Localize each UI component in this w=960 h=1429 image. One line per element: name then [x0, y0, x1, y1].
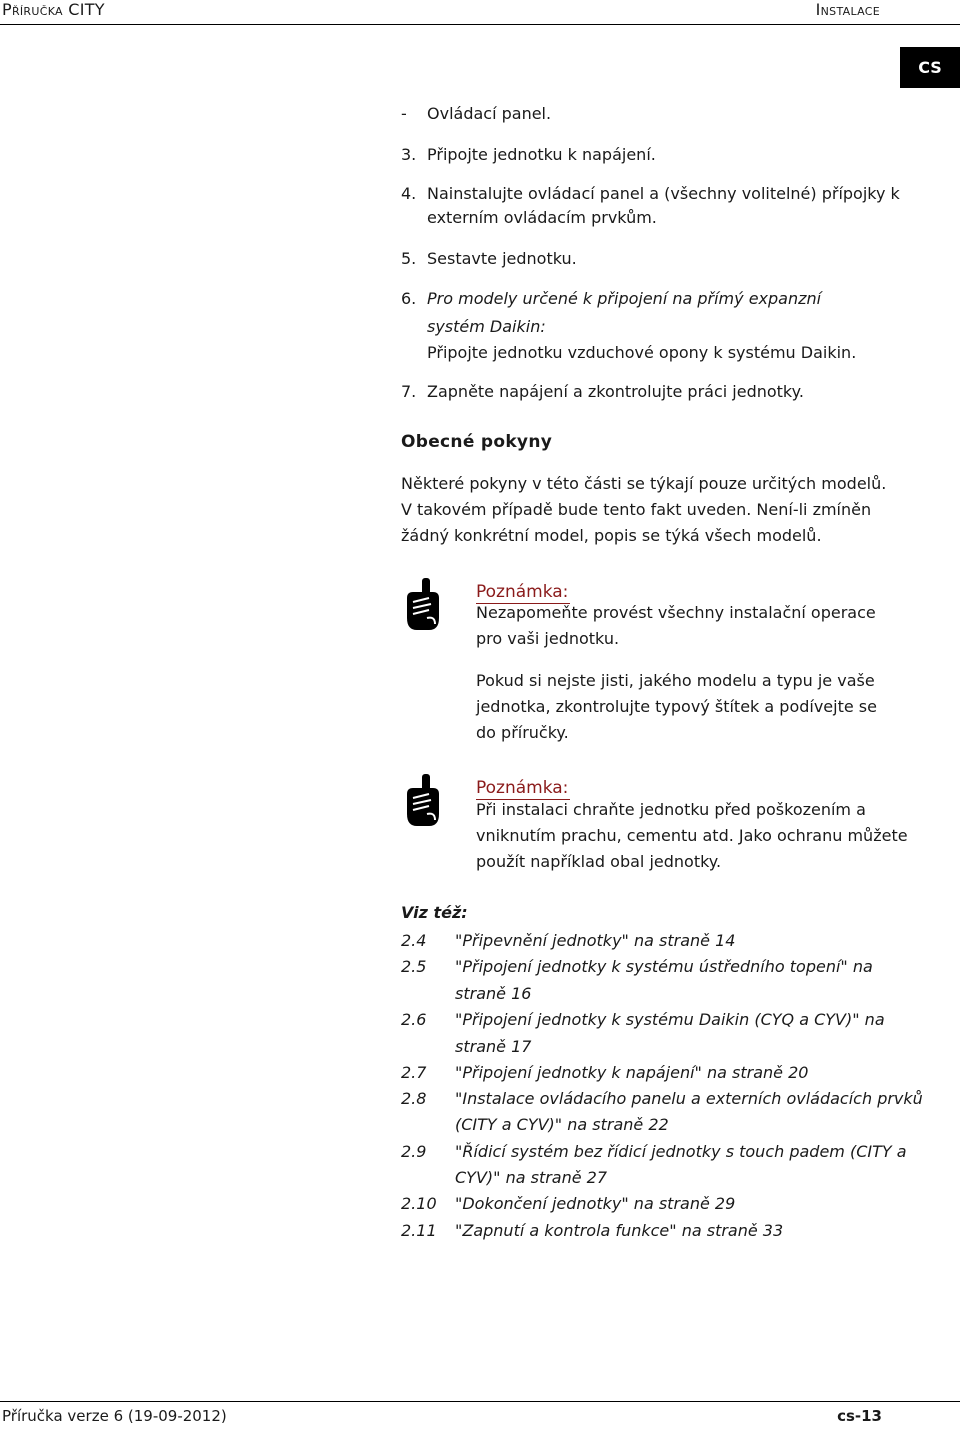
note-text: pro vaši jednotku. [476, 629, 620, 648]
ref-number: 2.5 [401, 957, 427, 976]
step-text: externím ovládacím prvkům. [427, 208, 657, 227]
ref-number: 2.4 [401, 931, 427, 950]
note-title: Poznámka: [476, 582, 569, 602]
language-badge: CS [900, 47, 960, 88]
note-text: Při instalaci chraňte jednotku před poškozením a [476, 800, 866, 819]
header-title: Příručka CITY [2, 0, 105, 19]
ref-number: 2.8 [401, 1089, 427, 1108]
hand-pointing-icon [403, 578, 443, 636]
ref-link[interactable]: "Instalace ovládacího panelu a externích ovládacích prvků [455, 1089, 923, 1108]
step-text: Připojte jednotku vzduchové opony k systému Daikin. [427, 343, 857, 362]
step-number: 3. [401, 145, 417, 164]
step-text-italic: systém Daikin: [427, 317, 546, 336]
step-number: 5. [401, 249, 417, 268]
step-number: 7. [401, 382, 417, 401]
ref-link[interactable]: "Zapnutí a kontrola funkce" na straně 33 [455, 1221, 784, 1240]
ref-link[interactable]: straně 16 [455, 984, 532, 1003]
step-text: Zapněte napájení a zkontrolujte práci jednotky. [427, 382, 804, 401]
ref-link[interactable]: "Připevnění jednotky" na straně 14 [455, 931, 736, 950]
step-text-italic: Pro modely určené k připojení na přímý expanzní [427, 289, 822, 308]
ref-number: 2.6 [401, 1010, 427, 1029]
ref-link[interactable]: "Řídicí systém bez řídicí jednotky s touch padem (CITY a [455, 1142, 907, 1161]
ref-link[interactable]: "Připojení jednotky k napájení" na straně 20 [455, 1063, 809, 1082]
section-paragraph-line: Některé pokyny v této části se týkají pouze určitých modelů. [401, 474, 887, 493]
note-text: jednotka, zkontrolujte typový štítek a podívejte se [476, 697, 877, 716]
note-text: Nezapomeňte provést všechny instalační operace [476, 603, 876, 622]
page-number: cs-13 [837, 1407, 882, 1425]
ref-link[interactable]: straně 17 [455, 1037, 532, 1056]
footer-version: Příručka verze 6 (19-09-2012) [2, 1407, 227, 1425]
ref-number: 2.11 [401, 1221, 437, 1240]
ref-link[interactable]: (CITY a CYV)" na straně 22 [455, 1115, 669, 1134]
ref-number: 2.9 [401, 1142, 427, 1161]
header-section: Instalace [815, 0, 880, 19]
hand-pointing-icon [403, 774, 443, 832]
note-text: použít například obal jednotky. [476, 852, 722, 871]
note-title: Poznámka: [476, 778, 569, 798]
ref-number: 2.7 [401, 1063, 427, 1082]
section-paragraph-line: žádný konkrétní model, popis se týká všech modelů. [401, 526, 822, 545]
note-text: vniknutím prachu, cementu atd. Jako ochranu můžete [476, 826, 908, 845]
step-number: 4. [401, 184, 417, 203]
step-text: Ovládací panel. [427, 104, 552, 123]
ref-link[interactable]: "Připojení jednotky k systému Daikin (CYQ a CYV)" na [455, 1010, 885, 1029]
step-number: - [401, 104, 407, 123]
step-text: Připojte jednotku k napájení. [427, 145, 656, 164]
section-heading: Obecné pokyny [401, 432, 553, 452]
note-text: Pokud si nejste jisti, jakého modelu a typu je vaše [476, 671, 875, 690]
note-text: do příručky. [476, 723, 569, 742]
ref-link[interactable]: "Dokončení jednotky" na straně 29 [455, 1194, 736, 1213]
step-number: 6. [401, 289, 417, 308]
step-text: Sestavte jednotku. [427, 249, 577, 268]
ref-link[interactable]: "Připojení jednotky k systému ústředního topení" na [455, 957, 873, 976]
step-text: Nainstalujte ovládací panel a (všechny volitelné) přípojky k [427, 184, 900, 203]
ref-link[interactable]: CYV)" na straně 27 [455, 1168, 608, 1187]
ref-number: 2.10 [401, 1194, 437, 1213]
see-also-title: Viz též: [401, 903, 468, 922]
header-rule [0, 24, 960, 25]
section-paragraph-line: V takovém případě bude tento fakt uveden. Není-li zmíněn [401, 500, 872, 519]
footer-rule [0, 1401, 960, 1402]
